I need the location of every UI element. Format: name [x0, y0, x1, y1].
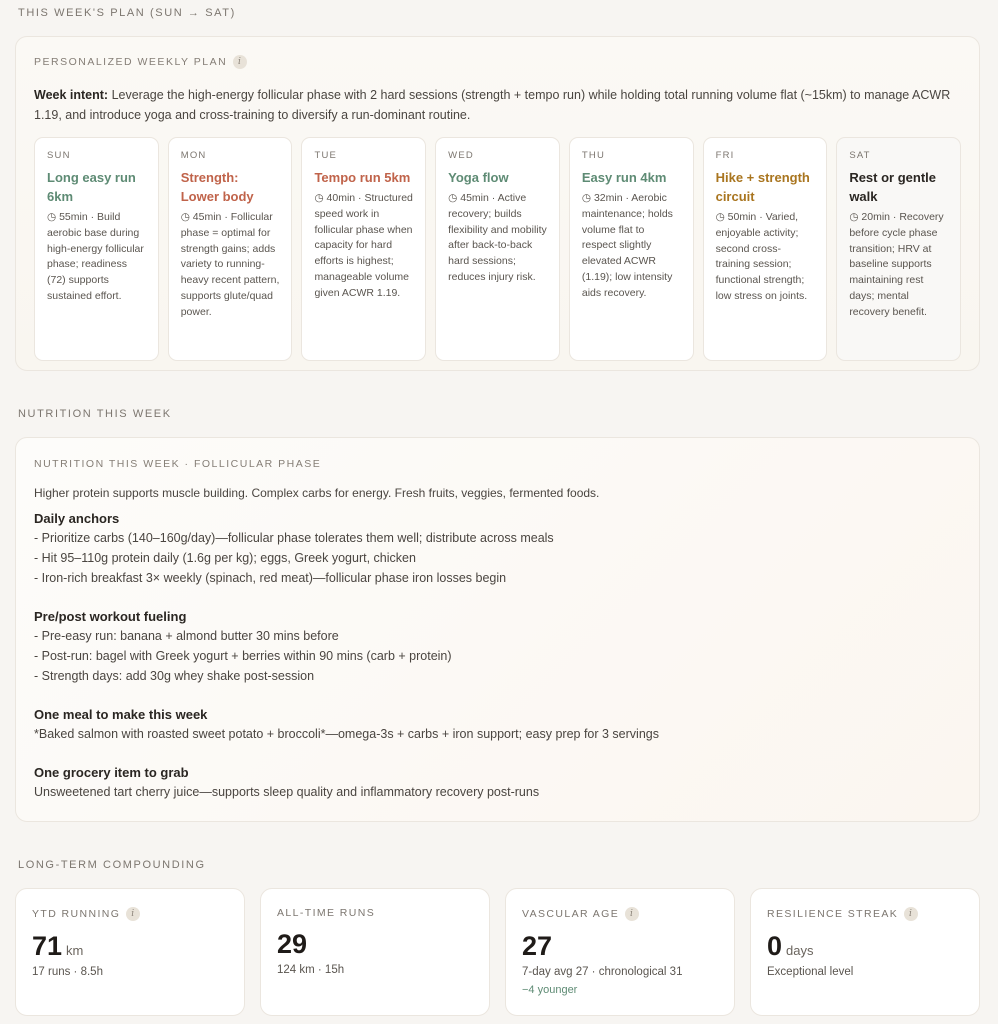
stat-label-row	[767, 907, 963, 921]
day-name: MON	[180, 150, 207, 161]
stat-value: 71	[32, 931, 63, 961]
day-name: SUN	[47, 150, 71, 161]
anchor-item: - Prioritize carbs (140–160g/day)—follicular phase tolerates them well; distribute across meals	[34, 531, 554, 545]
weekly-plan-title: PERSONALIZED WEEKLY PLAN	[34, 56, 228, 68]
stat-subtext: 17 runs · 8.5h	[32, 966, 103, 978]
week-intent	[34, 85, 961, 125]
stat-subtext: 124 km · 15h	[277, 964, 345, 976]
weekly-plan-card	[15, 36, 980, 371]
day-cards	[34, 137, 961, 361]
stat-card-vascular-age[interactable]	[505, 888, 735, 1016]
day-name: THU	[581, 150, 605, 161]
stat-subtext: Exceptional level	[767, 966, 854, 978]
nutrition-card	[15, 437, 980, 822]
info-icon[interactable]: i	[126, 907, 140, 921]
stat-value-row	[522, 931, 718, 962]
stat-label-row	[32, 907, 228, 921]
stat-value-row	[277, 929, 473, 960]
fueling-title: Pre/post workout fueling	[34, 609, 187, 624]
meal-text: *Baked salmon with roasted sweet potato + broccoli*—omega-3s + carbs + iron support; easy prep for 3 servings	[34, 727, 659, 741]
day-title: Yoga flow	[448, 170, 509, 185]
day-name: WED	[448, 150, 474, 161]
fueling-item: - Post-run: bagel with Greek yogurt + berries within 90 mins (carb + protein)	[34, 649, 452, 663]
meal-title: One meal to make this week	[34, 707, 208, 722]
day-title: Long easy run 6km	[47, 170, 136, 204]
plan-section-label: THIS WEEK'S PLAN (SUN → SAT)	[18, 7, 236, 19]
week-intent-label: Week intent:	[34, 88, 109, 102]
stat-label-row	[522, 907, 718, 921]
day-title: Easy run 4km	[581, 170, 667, 185]
day-name: FRI	[715, 150, 735, 161]
stat-value: 27	[522, 931, 553, 961]
anchors-title: Daily anchors	[34, 511, 120, 526]
day-title: Strength: Lower body	[180, 170, 254, 204]
grocery-text: Unsweetened tart cherry juice—supports sleep quality and inflammatory recovery post-runs	[34, 785, 540, 799]
day-card-sun[interactable]	[34, 137, 159, 361]
stat-label: VASCULAR AGE	[522, 908, 620, 920]
day-description: ◷ 32min · Aerobic maintenance; holds volume flat to respect slightly elevated ACWR (1.19); low intensity aids recovery.	[581, 192, 673, 299]
longterm-section-label: LONG-TERM COMPOUNDING	[18, 859, 206, 871]
day-description: ◷ 40min · Structured speed work in follicular phase when capacity for hard efforts is highest; manageable volume given ACWR 1.19.	[314, 192, 413, 299]
day-card-fri[interactable]	[703, 137, 828, 361]
fueling-item: - Pre-easy run: banana + almond butter 30 mins before	[34, 629, 339, 643]
info-icon[interactable]: i	[904, 907, 918, 921]
stat-subtext: 7-day avg 27 · chronological 31	[522, 966, 683, 978]
fueling-item: - Strength days: add 30g whey shake post-session	[34, 669, 315, 683]
day-description: ◷ 45min · Active recovery; builds flexibility and mobility after back-to-back hard sessions; reduces injury risk.	[448, 192, 547, 283]
day-card-wed[interactable]	[435, 137, 560, 361]
day-card-thu[interactable]	[569, 137, 694, 361]
stat-unit: km	[66, 943, 84, 958]
stat-value: 29	[277, 929, 308, 959]
stat-card-ytd-running[interactable]	[15, 888, 245, 1016]
stat-delta: −4 younger	[522, 984, 578, 996]
grocery-title: One grocery item to grab	[34, 765, 189, 780]
day-title: Tempo run 5km	[314, 170, 411, 185]
stat-value-row	[32, 931, 228, 962]
nutrition-intro: Higher protein supports muscle building. Complex carbs for energy. Fresh fruits, veggies, fermented foods.	[34, 486, 600, 500]
stat-card-resilience-streak[interactable]	[750, 888, 980, 1016]
day-description: ◷ 20min · Recovery before cycle phase transition; HRV at baseline supports maintaining rest days; mental recovery benefit.	[849, 211, 944, 318]
stat-label-row	[277, 907, 473, 919]
anchor-item: - Iron-rich breakfast 3× weekly (spinach, red meat)—follicular phase iron losses begin	[34, 571, 507, 585]
day-name: TUE	[314, 150, 338, 161]
nutrition-heading: NUTRITION THIS WEEK · FOLLICULAR PHASE	[34, 458, 322, 470]
info-icon[interactable]: i	[233, 55, 247, 69]
stat-value: 0	[767, 931, 783, 961]
day-card-mon[interactable]	[168, 137, 293, 361]
day-title: Hike + strength circuit	[715, 170, 810, 204]
stat-value-row	[767, 931, 963, 962]
day-card-sat[interactable]	[836, 137, 961, 361]
day-name: SAT	[849, 150, 871, 161]
stat-label: ALL-TIME RUNS	[277, 907, 376, 919]
day-description: ◷ 55min · Build aerobic base during high-energy follicular phase; readiness (72) supports sustained effort.	[47, 211, 144, 302]
stat-card-all-time-runs[interactable]	[260, 888, 490, 1016]
week-intent-text: Leverage the high-energy follicular phase with 2 hard sessions (strength + tempo run) while holding total running volume flat (~15km) to manage ACWR 1.19, and introduce yoga and cross-training to diversify a run-dominant routine.	[34, 88, 951, 122]
anchor-item: - Hit 95–110g protein daily (1.6g per kg); eggs, Greek yogurt, chicken	[34, 551, 416, 565]
nutrition-section-label: NUTRITION THIS WEEK	[18, 408, 172, 420]
day-card-tue[interactable]	[301, 137, 426, 361]
day-description: ◷ 45min · Follicular phase = optimal for strength gains; adds variety to running-heavy recent pattern, supports glute/quad power.	[180, 211, 280, 318]
stat-label: RESILIENCE STREAK	[767, 908, 899, 920]
stat-unit: days	[786, 943, 814, 958]
day-description: ◷ 50min · Varied, enjoyable activity; second cross-training session; functional strength; low stress on joints.	[715, 211, 808, 302]
weekly-plan-heading	[34, 55, 961, 69]
day-title: Rest or gentle walk	[849, 170, 936, 204]
stat-label: YTD RUNNING	[32, 908, 121, 920]
info-icon[interactable]: i	[625, 907, 639, 921]
